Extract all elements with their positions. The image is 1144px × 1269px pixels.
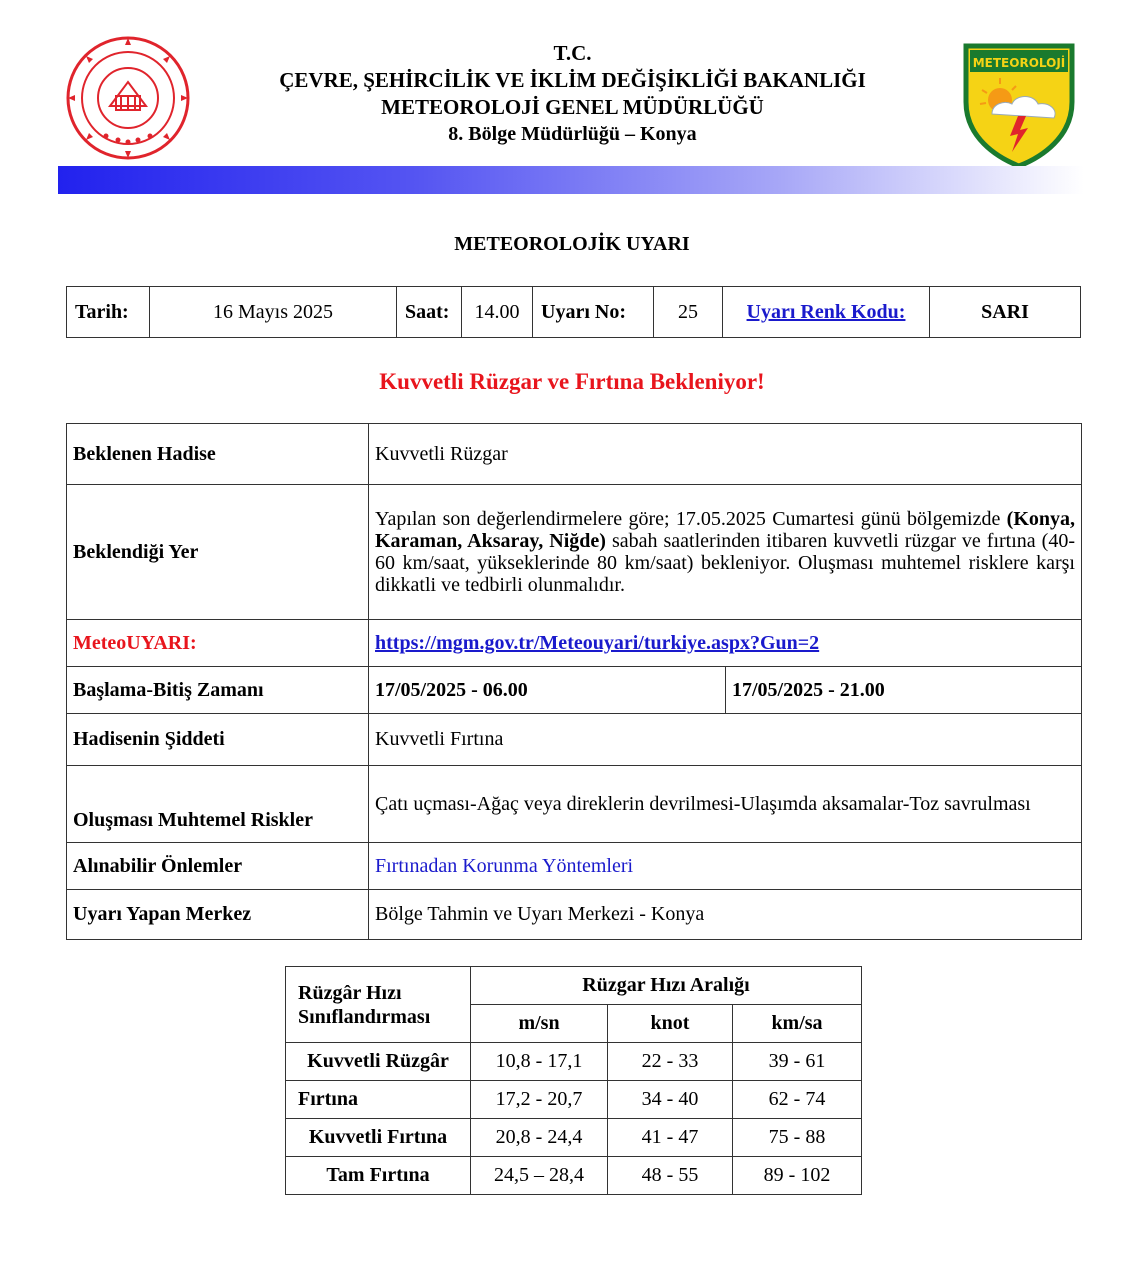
table-header-row bbox=[286, 967, 862, 1005]
header-directorate: METEOROLOJİ GENEL MÜDÜRLÜĞÜ bbox=[381, 95, 764, 119]
row-kmh: 89 - 102 bbox=[733, 1157, 862, 1195]
row-name: Kuvvetli Rüzgâr bbox=[286, 1043, 471, 1081]
start-time: 17/05/2025 - 06.00 bbox=[369, 667, 726, 714]
table-row bbox=[286, 1119, 862, 1157]
row-knot: 48 - 55 bbox=[608, 1157, 733, 1195]
table-row bbox=[67, 667, 1082, 714]
meteouyari-link[interactable]: https://mgm.gov.tr/Meteouyari/turkiye.aspx?Gun=2 bbox=[369, 620, 1082, 667]
table-row bbox=[67, 766, 1082, 843]
row-kmh: 75 - 88 bbox=[733, 1119, 862, 1157]
row-knot: 22 - 33 bbox=[608, 1043, 733, 1081]
event-label: Beklenen Hadise bbox=[67, 424, 369, 485]
meteouyari-label: MeteoUYARI: bbox=[67, 620, 369, 667]
unit-kmh: km/sa bbox=[733, 1005, 862, 1043]
time-label: Saat: bbox=[397, 287, 462, 338]
meteoroloji-logo bbox=[962, 42, 1076, 168]
measures-link[interactable]: Fırtınadan Korunma Yöntemleri bbox=[369, 843, 1082, 890]
risks-value: Çatı uçması-Ağaç veya direklerin devrilmesi-Ulaşımda aksamalar-Toz savrulması bbox=[369, 766, 1082, 843]
table-row bbox=[67, 620, 1082, 667]
row-name: Kuvvetli Fırtına bbox=[286, 1119, 471, 1157]
header-block bbox=[200, 40, 945, 148]
row-kmh: 39 - 61 bbox=[733, 1043, 862, 1081]
event-value: Kuvvetli Rüzgar bbox=[369, 424, 1082, 485]
date-value: 16 Mayıs 2025 bbox=[150, 287, 397, 338]
severity-value: Kuvvetli Fırtına bbox=[369, 714, 1082, 766]
table-row bbox=[286, 1157, 862, 1195]
header-regional: 8. Bölge Müdürlüğü – Konya bbox=[448, 123, 697, 145]
center-value: Bölge Tahmin ve Uyarı Merkezi - Konya bbox=[369, 890, 1082, 940]
unit-knot: knot bbox=[608, 1005, 733, 1043]
row-ms: 10,8 - 17,1 bbox=[471, 1043, 608, 1081]
row-knot: 34 - 40 bbox=[608, 1081, 733, 1119]
class-header bbox=[286, 967, 471, 1043]
location-text-2: sabah saatlerinden itibaren kuvvetli rüzgar ve fırtına (40-60 km/saat, yükseklerinde 80 km/saat) bekleniyor. Oluşması muhtemel risklere karşı dikkatli ve tedbirli olunmalıdır. bbox=[375, 530, 1075, 596]
table-row bbox=[67, 714, 1082, 766]
location-text-1: Yapılan son değerlendirmelere göre; 17.05.2025 Cumartesi günü bölgemizde bbox=[375, 508, 1007, 530]
table-row bbox=[286, 1043, 862, 1081]
row-name: Fırtına bbox=[286, 1081, 471, 1119]
table-row bbox=[67, 890, 1082, 940]
header-tc: T.C. bbox=[553, 41, 592, 65]
warning-headline: Kuvvetli Rüzgar ve Fırtına Bekleniyor! bbox=[379, 369, 765, 394]
unit-ms: m/sn bbox=[471, 1005, 608, 1043]
header-ministry: ÇEVRE, ŞEHİRCİLİK VE İKLİM DEĞİŞİKLİĞİ BAKANLIĞI bbox=[279, 68, 866, 92]
location-description bbox=[369, 485, 1082, 620]
center-label: Uyarı Yapan Merkez bbox=[67, 890, 369, 940]
row-kmh: 62 - 74 bbox=[733, 1081, 862, 1119]
table-row bbox=[286, 1081, 862, 1119]
time-value: 14.00 bbox=[462, 287, 533, 338]
warning-no-value: 25 bbox=[654, 287, 723, 338]
risks-label: Oluşması Muhtemel Riskler bbox=[67, 766, 369, 843]
color-code-value: SARI bbox=[930, 287, 1081, 338]
row-ms: 17,2 - 20,7 bbox=[471, 1081, 608, 1119]
row-ms: 24,5 – 28,4 bbox=[471, 1157, 608, 1195]
warning-no-label: Uyarı No: bbox=[533, 287, 654, 338]
row-name: Tam Fırtına bbox=[286, 1157, 471, 1195]
class-header-line2: Sınıflandırması bbox=[298, 1005, 431, 1028]
warning-meta-table bbox=[66, 286, 1081, 338]
location-label: Beklendiği Yer bbox=[67, 485, 369, 620]
color-code-link[interactable]: Uyarı Renk Kodu: bbox=[723, 287, 930, 338]
table-row bbox=[67, 485, 1082, 620]
ministry-seal-logo bbox=[66, 36, 190, 160]
table-row bbox=[67, 424, 1082, 485]
document-title: METEOROLOJİK UYARI bbox=[454, 233, 690, 255]
location-provinces: (Konya, Karaman, Aksaray, Niğde) bbox=[375, 508, 1075, 552]
measures-label: Alınabilir Önlemler bbox=[67, 843, 369, 890]
date-label: Tarih: bbox=[67, 287, 150, 338]
time-range-label: Başlama-Bitiş Zamanı bbox=[67, 667, 369, 714]
end-time: 17/05/2025 - 21.00 bbox=[726, 667, 1082, 714]
class-header-line1: Rüzgâr Hızı bbox=[298, 981, 402, 1004]
row-knot: 41 - 47 bbox=[608, 1119, 733, 1157]
row-ms: 20,8 - 24,4 bbox=[471, 1119, 608, 1157]
logo-text: METEOROLOJİ bbox=[972, 56, 1066, 70]
header-gradient-bar bbox=[58, 166, 1084, 194]
wind-speed-table bbox=[285, 966, 862, 1195]
table-row bbox=[67, 843, 1082, 890]
range-header: Rüzgar Hızı Aralığı bbox=[471, 967, 862, 1005]
severity-label: Hadisenin Şiddeti bbox=[67, 714, 369, 766]
warning-details-table bbox=[66, 423, 1082, 940]
